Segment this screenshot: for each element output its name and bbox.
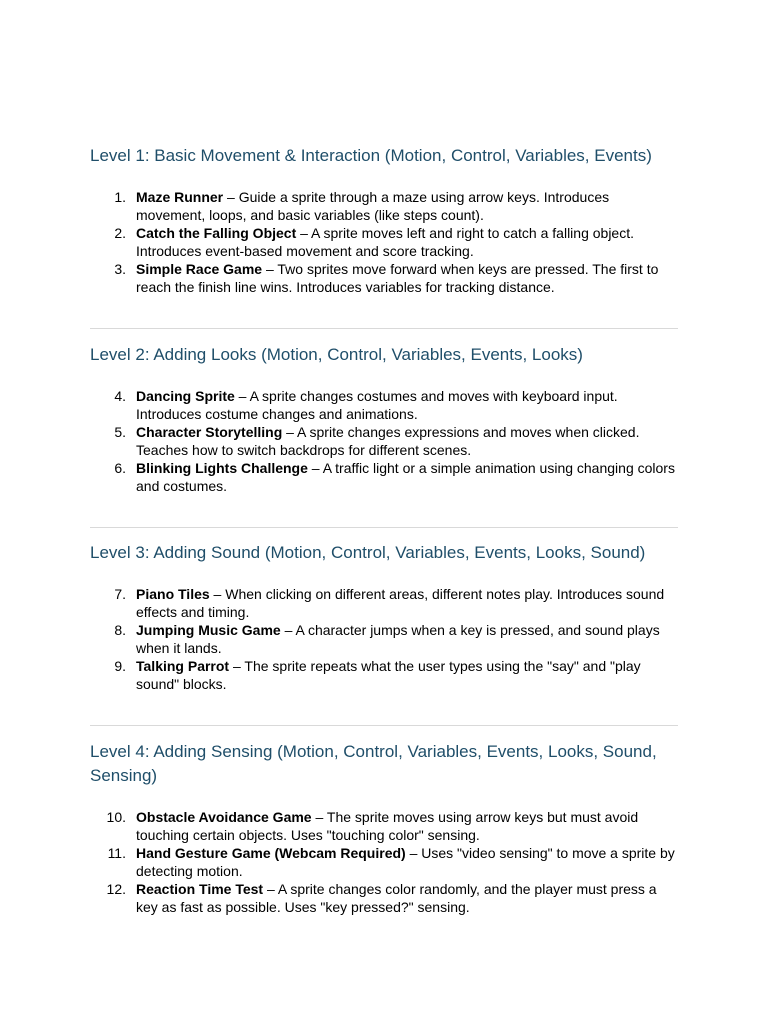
item-title: Reaction Time Test (136, 881, 264, 897)
item-number: 6. (114, 460, 126, 476)
item-number: 2. (114, 225, 126, 241)
item-title: Hand Gesture Game (Webcam Required) (136, 845, 406, 861)
item-description: – A sprite moves left and right to catch a falling object. Introduces event-based movement and score tracking. (136, 225, 634, 259)
item-title: Dancing Sprite (136, 388, 235, 404)
item-description: – Guide a sprite through a maze using arrow keys. Introduces movement, loops, and basic variables (like steps count). (136, 189, 610, 223)
item-description: – A sprite changes costumes and moves with keyboard input. Introduces costume changes and animations. (136, 388, 618, 422)
item-number: 10. (106, 809, 126, 825)
item-title: Character Storytelling (136, 424, 283, 440)
level-2-section (90, 343, 678, 495)
list-item (90, 808, 678, 844)
list-item (90, 224, 678, 260)
list-item (90, 621, 678, 657)
section-divider (90, 725, 678, 726)
item-description: – Uses "video sensing" to move a sprite by detecting motion. (136, 845, 675, 879)
item-title: Maze Runner (136, 189, 224, 205)
item-number: 5. (114, 424, 126, 440)
item-description: – A sprite changes color randomly, and the player must press a key as fast as possible. Uses "key pressed?" sensing. (136, 881, 657, 915)
list-item (90, 423, 678, 459)
section-divider (90, 527, 678, 528)
game-list (90, 808, 678, 916)
item-number: 3. (114, 261, 126, 277)
list-item (90, 459, 678, 495)
item-description: – When clicking on different areas, different notes play. Introduces sound effects and timing. (136, 586, 665, 620)
level-3-section (90, 541, 678, 693)
section-heading: Level 1: Basic Movement & Interaction (Motion, Control, Variables, Events) (90, 146, 652, 165)
item-number: 4. (114, 388, 126, 404)
item-title: Obstacle Avoidance Game (136, 809, 312, 825)
item-number: 9. (114, 658, 126, 674)
level-4-section (90, 740, 678, 916)
list-item (90, 657, 678, 693)
item-title: Piano Tiles (136, 586, 210, 602)
item-title: Blinking Lights Challenge (136, 460, 308, 476)
item-description: – The sprite repeats what the user types using the "say" and "play sound" blocks. (136, 658, 641, 692)
item-number: 11. (107, 845, 126, 861)
item-title: Jumping Music Game (136, 622, 281, 638)
item-number: 7. (114, 586, 126, 602)
list-item (90, 880, 678, 916)
item-title: Talking Parrot (136, 658, 230, 674)
list-item (90, 188, 678, 224)
section-heading: Level 4: Adding Sensing (Motion, Control, Variables, Events, Looks, Sound, Sensing) (90, 742, 657, 785)
section-heading: Level 2: Adding Looks (Motion, Control, Variables, Events, Looks) (90, 345, 583, 364)
level-1-section (90, 144, 678, 296)
list-item (90, 844, 678, 880)
item-description: – A sprite changes expressions and moves when clicked. Teaches how to switch backdrops for different scenes. (136, 424, 640, 458)
item-description: – The sprite moves using arrow keys but must avoid touching certain objects. Uses "touching color" sensing. (136, 809, 639, 843)
section-divider (90, 328, 678, 329)
list-item (90, 387, 678, 423)
section-heading: Level 3: Adding Sound (Motion, Control, Variables, Events, Looks, Sound) (90, 543, 646, 562)
list-item (90, 260, 678, 296)
item-description: – A character jumps when a key is pressed, and sound plays when it lands. (136, 622, 660, 656)
item-title: Catch the Falling Object (136, 225, 297, 241)
item-number: 8. (114, 622, 126, 638)
item-number: 1. (114, 189, 126, 205)
item-description: – Two sprites move forward when keys are pressed. The first to reach the finish line wins. Introduces variables for tracking distance. (136, 261, 659, 295)
item-description: – A traffic light or a simple animation using changing colors and costumes. (136, 460, 675, 494)
game-list (90, 188, 678, 296)
item-title: Simple Race Game (136, 261, 263, 277)
game-list (90, 387, 678, 495)
game-list (90, 585, 678, 693)
list-item (90, 585, 678, 621)
item-number: 12. (106, 881, 126, 897)
